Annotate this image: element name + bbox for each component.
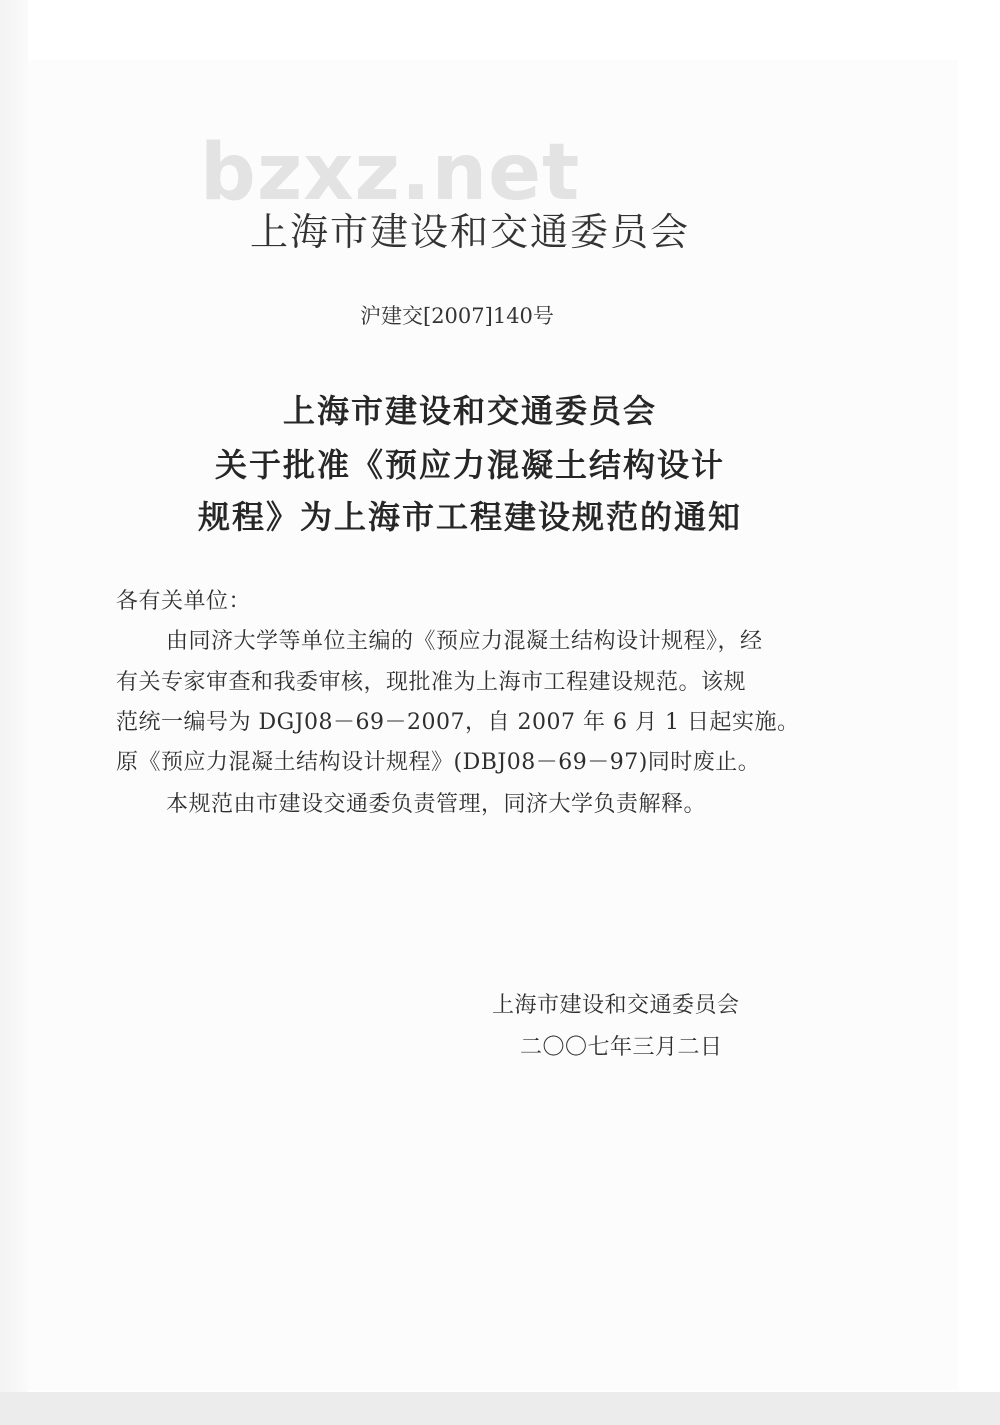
notice-title-line-2: 关于批准《预应力混凝土结构设计 [214, 446, 725, 484]
notice-title-line-3: 规程》为上海市工程建设规范的通知 [197, 498, 742, 536]
signature-date: 二〇〇七年三月二日 [520, 1035, 723, 1060]
watermark: bzxz.net [200, 128, 581, 218]
body-line-2: 有关专家审查和我委审核，现批准为上海市工程建设规范。该规 [116, 670, 747, 695]
scan-bottom-strip [0, 1392, 1000, 1425]
notice-title-line-1: 上海市建设和交通委员会 [282, 392, 657, 430]
salutation: 各有关单位： [116, 589, 252, 614]
body-line-3: 范统一编号为 DGJ08－69－2007，自 2007 年 6 月 1 日起实施。 [116, 710, 800, 735]
body-line-1: 由同济大学等单位主编的《预应力混凝土结构设计规程》，经 [166, 629, 763, 654]
signature-organization: 上海市建设和交通委员会 [492, 993, 740, 1018]
body-line-4: 原《预应力混凝土结构设计规程》(DBJ08－69－97)同时废止。 [116, 750, 761, 775]
issuer-header: 上海市建设和交通委员会 [249, 210, 690, 254]
document-number: 沪建交[2007]140号 [360, 304, 554, 328]
body-line-5: 本规范由市建设交通委负责管理，同济大学负责解释。 [166, 792, 707, 817]
